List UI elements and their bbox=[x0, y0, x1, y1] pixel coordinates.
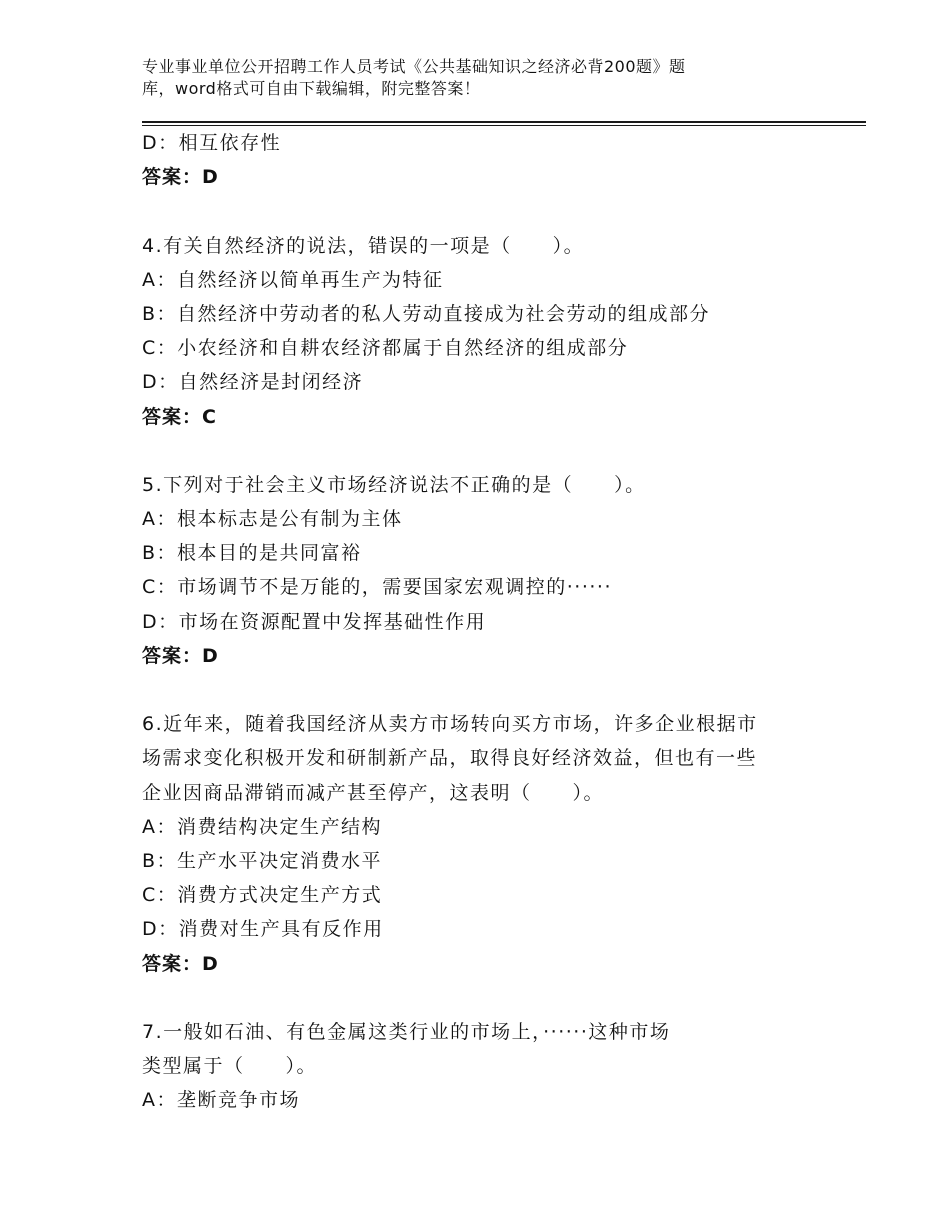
question-block bbox=[142, 707, 842, 981]
option-a: A：根本标志是公有制为主体 bbox=[142, 508, 403, 531]
question-stem: 企业因商品滞销而减产甚至停产，这表明（ ）。 bbox=[142, 781, 605, 804]
option-b: B：根本目的是共同富裕 bbox=[142, 542, 362, 565]
question-block bbox=[142, 229, 842, 434]
option-a: A：垄断竞争市场 bbox=[142, 1089, 300, 1112]
option-c: C：小农经济和自耕农经济都属于自然经济的组成部分 bbox=[142, 337, 629, 360]
question-stem: 5.下列对于社会主义市场经济说法不正确的是（ ）。 bbox=[142, 473, 646, 496]
question-content bbox=[142, 126, 842, 1117]
question-stem: 场需求变化积极开发和研制新产品，取得良好经济效益，但也有一些 bbox=[142, 747, 758, 770]
question-stem: 类型属于（ ）。 bbox=[142, 1055, 318, 1078]
question-block bbox=[142, 468, 842, 673]
question-stem: 7.一般如石油、有色金属这类行业的市场上，······这种市场 bbox=[142, 1020, 671, 1043]
answer-line: 答案：D bbox=[142, 166, 219, 189]
option-d: D：消费对生产具有反作用 bbox=[142, 918, 384, 941]
option-d: D：自然经济是封闭经济 bbox=[142, 371, 364, 394]
header-line-2: 库，word格式可自由下载编辑，附完整答案！ bbox=[142, 79, 481, 98]
header-rule-thick bbox=[142, 121, 866, 123]
spacer bbox=[142, 673, 842, 707]
option-d: D：相互依存性 bbox=[142, 132, 282, 154]
option-d: D：市场在资源配置中发挥基础性作用 bbox=[142, 610, 487, 633]
spacer bbox=[142, 194, 842, 228]
answer-line: 答案：C bbox=[142, 405, 217, 428]
option-c: C：市场调节不是万能的，需要国家宏观调控的······ bbox=[142, 576, 613, 599]
answer-line: 答案：D bbox=[142, 644, 219, 667]
option-c: C：消费方式决定生产方式 bbox=[142, 884, 383, 907]
option-b: B：自然经济中劳动者的私人劳动直接成为社会劳动的组成部分 bbox=[142, 302, 711, 325]
answer-line: 答案：D bbox=[142, 952, 219, 975]
question-stem: 6.近年来，随着我国经济从卖方市场转向买方市场，许多企业根据市 bbox=[142, 713, 758, 736]
question-stem: 4.有关自然经济的说法，错误的一项是（ ）。 bbox=[142, 234, 585, 257]
spacer bbox=[142, 434, 842, 468]
question-block bbox=[142, 1015, 842, 1118]
document-header bbox=[142, 56, 782, 100]
option-a: A：自然经济以简单再生产为特征 bbox=[142, 268, 444, 291]
option-b: B：生产水平决定消费水平 bbox=[142, 849, 383, 872]
spacer bbox=[142, 981, 842, 1015]
option-a: A：消费结构决定生产结构 bbox=[142, 815, 382, 838]
header-line-1: 专业事业单位公开招聘工作人员考试《公共基础知识之经济必背200题》题 bbox=[142, 57, 686, 76]
